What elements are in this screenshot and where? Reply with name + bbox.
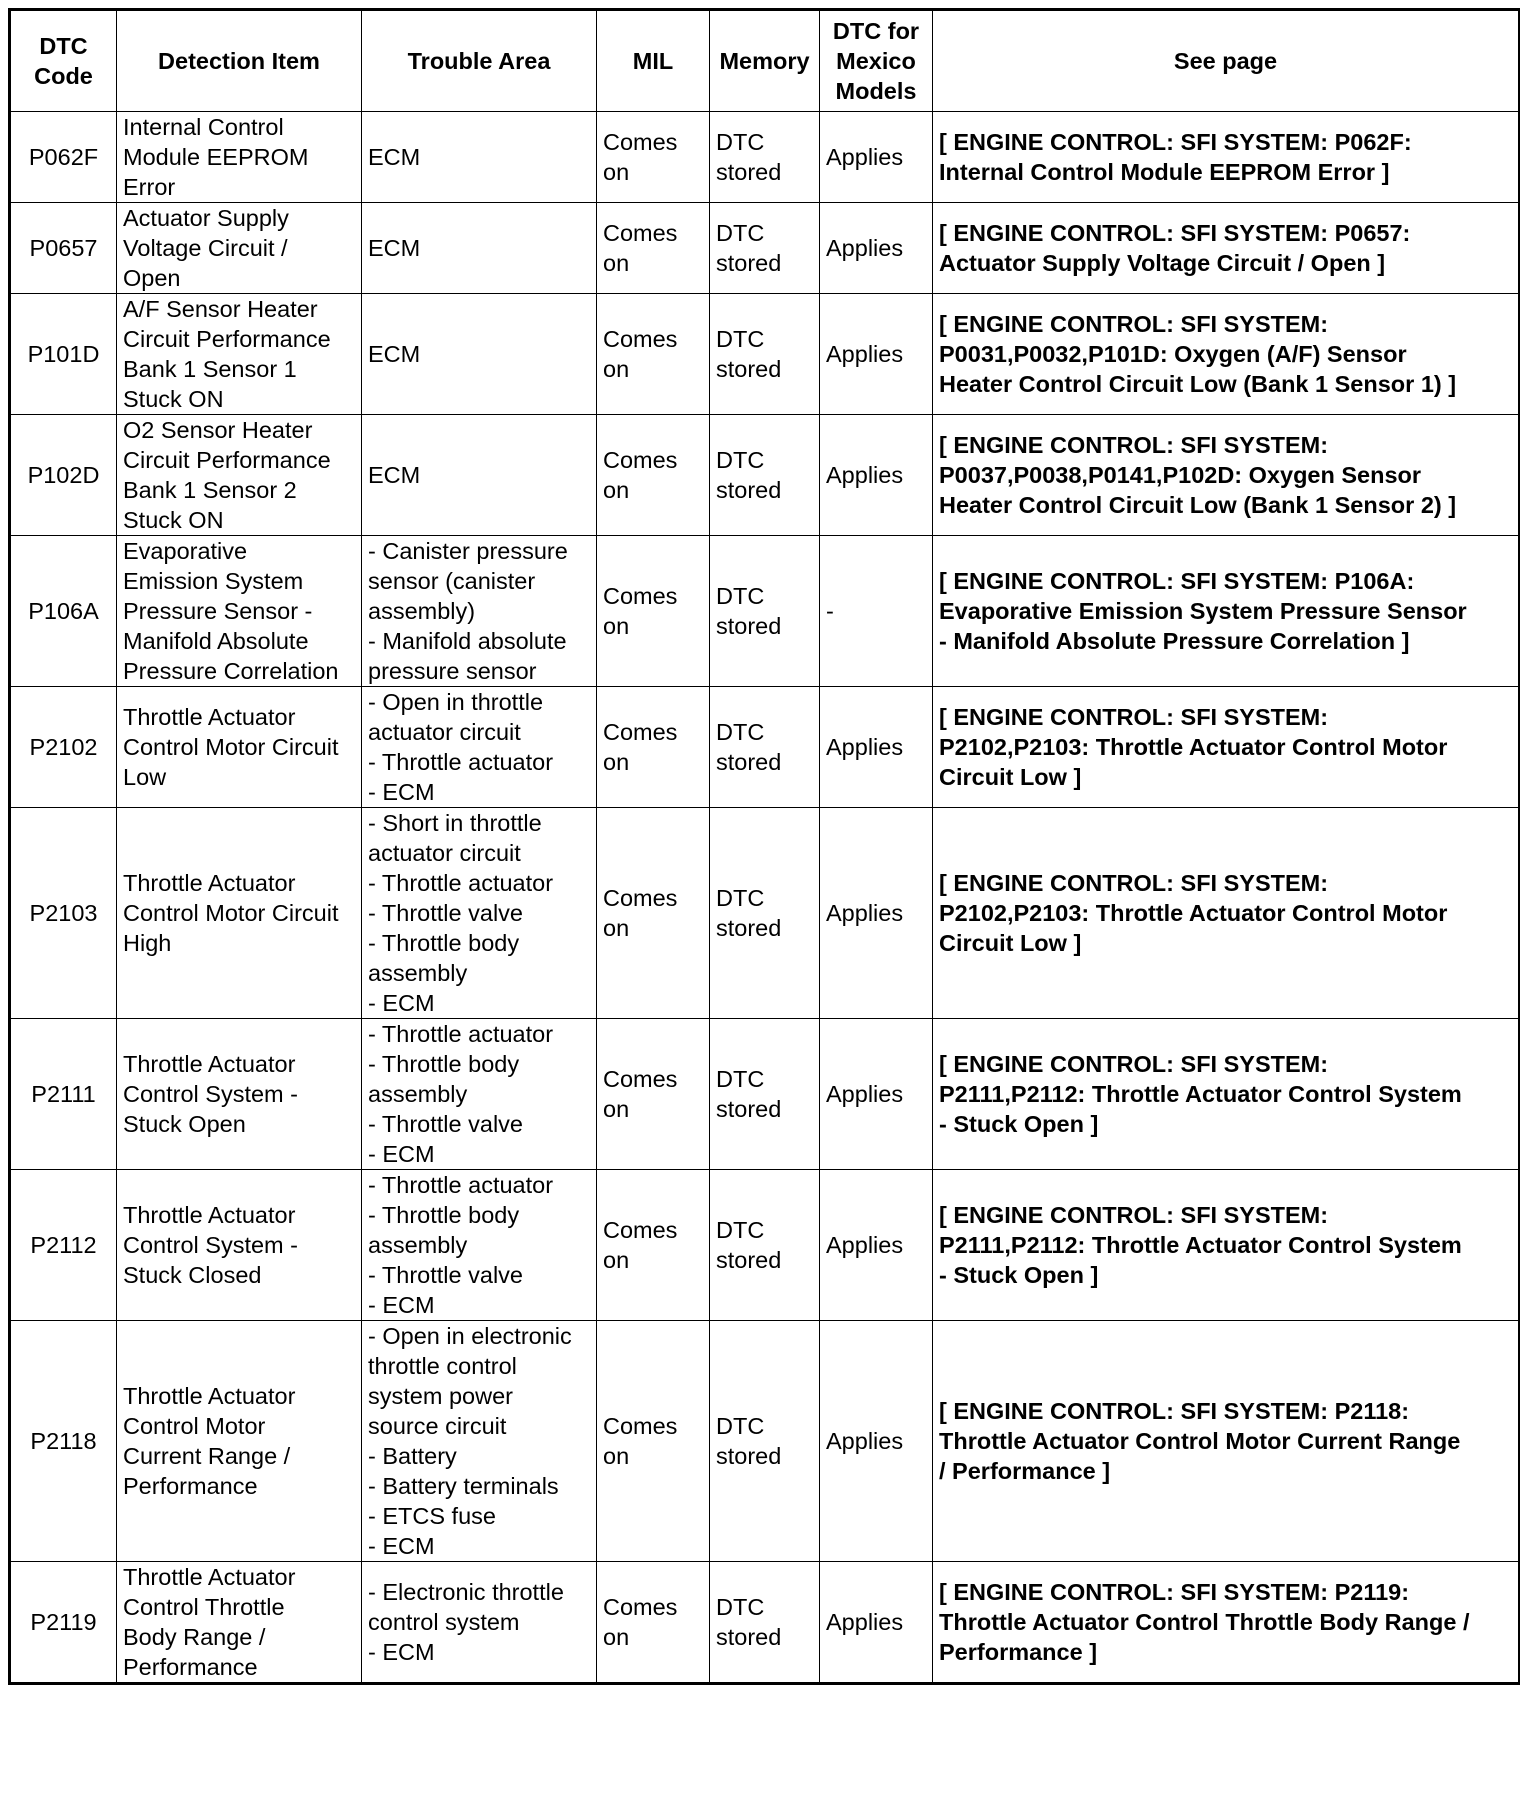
table-row <box>10 536 1520 687</box>
trouble-area-line: - ECM <box>368 990 435 1016</box>
trouble-area-line: system power <box>368 1383 513 1409</box>
detection-item-cell <box>117 112 362 203</box>
trouble-area-line: - Throttle valve <box>368 1111 523 1137</box>
header-row <box>10 10 1520 112</box>
memory-line: stored <box>716 356 782 382</box>
trouble-area-line: - Throttle actuator <box>368 1172 554 1198</box>
detection-item-line: Throttle Actuator <box>123 1564 296 1590</box>
mil-line: Comes <box>603 447 678 473</box>
header-memory: Memory <box>710 10 820 112</box>
detection-item-line: Pressure Correlation <box>123 658 339 684</box>
memory-line: DTC <box>716 1594 765 1620</box>
see-page-cell <box>933 536 1520 687</box>
table-row <box>10 1170 1520 1321</box>
memory-cell <box>710 203 820 294</box>
mil-line: on <box>603 749 630 775</box>
detection-item-cell <box>117 203 362 294</box>
trouble-area-line: - Short in throttle <box>368 810 542 836</box>
see-page-line: [ ENGINE CONTROL: SFI SYSTEM: <box>939 704 1329 730</box>
memory-line: stored <box>716 1247 782 1273</box>
dtc-document <box>8 8 1518 1685</box>
detection-item-line: Pressure Sensor - <box>123 598 313 624</box>
trouble-area-cell <box>362 687 597 808</box>
mil-cell <box>597 1562 710 1684</box>
detection-item-line: Stuck ON <box>123 386 224 412</box>
detection-item-line: Low <box>123 764 167 790</box>
trouble-area-line: - Throttle body <box>368 1202 520 1228</box>
see-page-line: [ ENGINE CONTROL: SFI SYSTEM: <box>939 311 1329 337</box>
detection-item-line: Performance <box>123 1654 258 1680</box>
mexico-models-cell: Applies <box>820 1170 933 1321</box>
see-page-cell <box>933 203 1520 294</box>
see-page-line: [ ENGINE CONTROL: SFI SYSTEM: P2119: <box>939 1579 1410 1605</box>
see-page-line: [ ENGINE CONTROL: SFI SYSTEM: P2118: <box>939 1398 1410 1424</box>
see-page-line: Performance ] <box>939 1639 1098 1665</box>
memory-line: stored <box>716 749 782 775</box>
mil-cell <box>597 1170 710 1321</box>
memory-line: stored <box>716 613 782 639</box>
mexico-models-cell: Applies <box>820 112 933 203</box>
see-page-line: P2111,P2112: Throttle Actuator Control System <box>939 1232 1462 1258</box>
trouble-area-line: assembly <box>368 1081 468 1107</box>
memory-cell <box>710 294 820 415</box>
detection-item-line: Circuit Performance <box>123 447 331 473</box>
memory-line: DTC <box>716 326 765 352</box>
trouble-area-line: - Open in electronic <box>368 1323 572 1349</box>
mexico-models-cell: Applies <box>820 808 933 1019</box>
detection-item-line: Throttle Actuator <box>123 870 296 896</box>
dtc-code-cell: P2112 <box>10 1170 117 1321</box>
trouble-area-cell <box>362 1321 597 1562</box>
see-page-line: [ ENGINE CONTROL: SFI SYSTEM: <box>939 1051 1329 1077</box>
detection-item-cell <box>117 1019 362 1170</box>
see-page-cell <box>933 687 1520 808</box>
memory-line: DTC <box>716 129 765 155</box>
memory-cell <box>710 808 820 1019</box>
memory-cell <box>710 687 820 808</box>
trouble-area-line: pressure sensor <box>368 658 537 684</box>
detection-item-line: Bank 1 Sensor 1 <box>123 356 297 382</box>
mexico-models-cell: Applies <box>820 687 933 808</box>
trouble-area-line: ECM <box>368 341 421 367</box>
trouble-area-line: - Throttle actuator <box>368 870 554 896</box>
detection-item-cell <box>117 536 362 687</box>
header-dtc-code: DTC Code <box>10 10 117 112</box>
see-page-line: P0031,P0032,P101D: Oxygen (A/F) Sensor <box>939 341 1407 367</box>
trouble-area-cell <box>362 112 597 203</box>
trouble-area-line: - ETCS fuse <box>368 1503 496 1529</box>
trouble-area-line: - Manifold absolute <box>368 628 567 654</box>
mil-line: on <box>603 477 630 503</box>
header-mil: MIL <box>597 10 710 112</box>
mil-line: on <box>603 1096 630 1122</box>
trouble-area-line: - ECM <box>368 1639 435 1665</box>
detection-item-cell <box>117 687 362 808</box>
trouble-area-line: - Throttle valve <box>368 1262 523 1288</box>
trouble-area-line: - Battery terminals <box>368 1473 559 1499</box>
detection-item-line: Emission System <box>123 568 304 594</box>
table-row <box>10 1321 1520 1562</box>
detection-item-line: Stuck ON <box>123 507 224 533</box>
trouble-area-line: assembly) <box>368 598 476 624</box>
detection-item-line: Throttle Actuator <box>123 1202 296 1228</box>
see-page-line: P0037,P0038,P0141,P102D: Oxygen Sensor <box>939 462 1422 488</box>
trouble-area-line: assembly <box>368 1232 468 1258</box>
detection-item-line: Manifold Absolute <box>123 628 309 654</box>
mil-line: Comes <box>603 719 678 745</box>
table-row <box>10 1019 1520 1170</box>
trouble-area-line: - Battery <box>368 1443 457 1469</box>
memory-line: DTC <box>716 1413 765 1439</box>
memory-cell <box>710 415 820 536</box>
mil-line: on <box>603 250 630 276</box>
see-page-line: Internal Control Module EEPROM Error ] <box>939 159 1390 185</box>
trouble-area-cell <box>362 1562 597 1684</box>
detection-item-line: Stuck Open <box>123 1111 246 1137</box>
detection-item-line: High <box>123 930 172 956</box>
see-page-cell <box>933 112 1520 203</box>
trouble-area-line: - Throttle valve <box>368 900 523 926</box>
mil-line: Comes <box>603 885 678 911</box>
detection-item-cell <box>117 294 362 415</box>
trouble-area-line: - Canister pressure <box>368 538 568 564</box>
see-page-cell <box>933 415 1520 536</box>
trouble-area-cell <box>362 1019 597 1170</box>
see-page-line: P2111,P2112: Throttle Actuator Control System <box>939 1081 1462 1107</box>
memory-line: DTC <box>716 220 765 246</box>
detection-item-line: Control System - <box>123 1081 298 1107</box>
dtc-code-cell: P106A <box>10 536 117 687</box>
mil-line: on <box>603 1443 630 1469</box>
trouble-area-line: control system <box>368 1609 520 1635</box>
see-page-line: [ ENGINE CONTROL: SFI SYSTEM: <box>939 1202 1329 1228</box>
mil-cell <box>597 415 710 536</box>
memory-line: DTC <box>716 447 765 473</box>
trouble-area-line: - ECM <box>368 1292 435 1318</box>
memory-line: stored <box>716 1096 782 1122</box>
mil-line: Comes <box>603 220 678 246</box>
detection-item-line: Open <box>123 265 181 291</box>
detection-item-line: Control Throttle <box>123 1594 285 1620</box>
mil-line: Comes <box>603 1217 678 1243</box>
see-page-line: - Stuck Open ] <box>939 1111 1099 1137</box>
detection-item-line: Evaporative <box>123 538 248 564</box>
mexico-models-cell: Applies <box>820 1562 933 1684</box>
trouble-area-line: - ECM <box>368 1141 435 1167</box>
detection-item-line: Voltage Circuit / <box>123 235 288 261</box>
detection-item-line: Body Range / <box>123 1624 266 1650</box>
trouble-area-line: - Throttle actuator <box>368 1021 554 1047</box>
detection-item-line: Throttle Actuator <box>123 704 296 730</box>
see-page-cell <box>933 1019 1520 1170</box>
memory-line: stored <box>716 1624 782 1650</box>
memory-line: DTC <box>716 1217 765 1243</box>
detection-item-line: Stuck Closed <box>123 1262 262 1288</box>
trouble-area-line: ECM <box>368 235 421 261</box>
trouble-area-cell <box>362 294 597 415</box>
memory-line: DTC <box>716 719 765 745</box>
detection-item-line: A/F Sensor Heater <box>123 296 318 322</box>
memory-line: DTC <box>716 1066 765 1092</box>
mil-line: on <box>603 1624 630 1650</box>
mil-line: Comes <box>603 129 678 155</box>
see-page-line: Evaporative Emission System Pressure Sensor <box>939 598 1467 624</box>
mil-cell <box>597 536 710 687</box>
detection-item-line: Control Motor Circuit <box>123 734 339 760</box>
trouble-area-cell <box>362 1170 597 1321</box>
detection-item-line: Internal Control <box>123 114 284 140</box>
mil-cell <box>597 1321 710 1562</box>
trouble-area-line: actuator circuit <box>368 719 521 745</box>
header-trouble-area: Trouble Area <box>362 10 597 112</box>
mil-cell <box>597 203 710 294</box>
mil-line: on <box>603 159 630 185</box>
dtc-code-cell: P101D <box>10 294 117 415</box>
trouble-area-line: actuator circuit <box>368 840 521 866</box>
trouble-area-line: ECM <box>368 462 421 488</box>
mexico-models-cell: Applies <box>820 1321 933 1562</box>
memory-cell <box>710 536 820 687</box>
detection-item-line: Throttle Actuator <box>123 1051 296 1077</box>
table-row <box>10 1562 1520 1684</box>
see-page-line: - Manifold Absolute Pressure Correlation ] <box>939 628 1410 654</box>
detection-item-cell <box>117 1562 362 1684</box>
trouble-area-line: throttle control <box>368 1353 517 1379</box>
trouble-area-line: - Throttle actuator <box>368 749 554 775</box>
detection-item-line: Circuit Performance <box>123 326 331 352</box>
see-page-line: Circuit Low ] <box>939 930 1082 956</box>
dtc-code-cell: P062F <box>10 112 117 203</box>
see-page-cell <box>933 808 1520 1019</box>
detection-item-line: Control Motor Circuit <box>123 900 339 926</box>
trouble-area-cell <box>362 808 597 1019</box>
table-row <box>10 203 1520 294</box>
detection-item-cell <box>117 1170 362 1321</box>
mil-line: Comes <box>603 326 678 352</box>
see-page-line: / Performance ] <box>939 1458 1111 1484</box>
mil-line: on <box>603 1247 630 1273</box>
header-mexico-models: DTC for Mexico Models <box>820 10 933 112</box>
mil-cell <box>597 294 710 415</box>
memory-cell <box>710 1562 820 1684</box>
memory-cell <box>710 1321 820 1562</box>
detection-item-cell <box>117 808 362 1019</box>
table-row <box>10 808 1520 1019</box>
see-page-line: [ ENGINE CONTROL: SFI SYSTEM: P0657: <box>939 220 1411 246</box>
detection-item-line: Current Range / <box>123 1443 291 1469</box>
see-page-line: Circuit Low ] <box>939 764 1082 790</box>
dtc-code-cell: P2102 <box>10 687 117 808</box>
dtc-table-body <box>10 112 1520 1684</box>
detection-item-line: Throttle Actuator <box>123 1383 296 1409</box>
see-page-line: [ ENGINE CONTROL: SFI SYSTEM: P062F: <box>939 129 1412 155</box>
memory-line: DTC <box>716 583 765 609</box>
trouble-area-line: - Throttle body <box>368 1051 520 1077</box>
see-page-line: [ ENGINE CONTROL: SFI SYSTEM: <box>939 432 1329 458</box>
mil-line: Comes <box>603 1594 678 1620</box>
header-detection-item: Detection Item <box>117 10 362 112</box>
trouble-area-cell <box>362 203 597 294</box>
see-page-line: Heater Control Circuit Low (Bank 1 Sensor 2) ] <box>939 492 1457 518</box>
trouble-area-line: - Throttle body <box>368 930 520 956</box>
see-page-line: [ ENGINE CONTROL: SFI SYSTEM: P106A: <box>939 568 1415 594</box>
see-page-line: Actuator Supply Voltage Circuit / Open ] <box>939 250 1386 276</box>
mil-line: on <box>603 915 630 941</box>
detection-item-cell <box>117 415 362 536</box>
see-page-line: - Stuck Open ] <box>939 1262 1099 1288</box>
trouble-area-line: - Open in throttle <box>368 689 544 715</box>
trouble-area-line: source circuit <box>368 1413 507 1439</box>
mexico-models-cell: Applies <box>820 415 933 536</box>
detection-item-line: Control System - <box>123 1232 298 1258</box>
mil-line: Comes <box>603 1413 678 1439</box>
mil-cell <box>597 808 710 1019</box>
memory-cell <box>710 112 820 203</box>
memory-line: DTC <box>716 885 765 911</box>
see-page-cell <box>933 1321 1520 1562</box>
mil-cell <box>597 687 710 808</box>
mil-line: on <box>603 356 630 382</box>
mil-line: Comes <box>603 583 678 609</box>
dtc-table <box>8 8 1520 1685</box>
dtc-code-cell: P2118 <box>10 1321 117 1562</box>
trouble-area-line: assembly <box>368 960 468 986</box>
mexico-models-cell: Applies <box>820 203 933 294</box>
memory-line: stored <box>716 159 782 185</box>
memory-line: stored <box>716 250 782 276</box>
dtc-code-cell: P0657 <box>10 203 117 294</box>
trouble-area-cell <box>362 536 597 687</box>
table-row <box>10 112 1520 203</box>
see-page-line: [ ENGINE CONTROL: SFI SYSTEM: <box>939 870 1329 896</box>
trouble-area-line: ECM <box>368 144 421 170</box>
see-page-line: Throttle Actuator Control Throttle Body Range / <box>939 1609 1470 1635</box>
see-page-line: Heater Control Circuit Low (Bank 1 Sensor 1) ] <box>939 371 1457 397</box>
see-page-cell <box>933 1170 1520 1321</box>
trouble-area-line: sensor (canister <box>368 568 536 594</box>
mexico-models-cell: - <box>820 536 933 687</box>
mil-line: Comes <box>603 1066 678 1092</box>
detection-item-line: Bank 1 Sensor 2 <box>123 477 297 503</box>
memory-cell <box>710 1170 820 1321</box>
see-page-line: Throttle Actuator Control Motor Current Range <box>939 1428 1461 1454</box>
table-row <box>10 415 1520 536</box>
trouble-area-line: - ECM <box>368 1533 435 1559</box>
dtc-code-cell: P2111 <box>10 1019 117 1170</box>
memory-line: stored <box>716 477 782 503</box>
see-page-cell <box>933 1562 1520 1684</box>
mexico-models-cell: Applies <box>820 1019 933 1170</box>
see-page-line: P2102,P2103: Throttle Actuator Control Motor <box>939 734 1448 760</box>
dtc-code-cell: P2119 <box>10 1562 117 1684</box>
see-page-line: P2102,P2103: Throttle Actuator Control Motor <box>939 900 1448 926</box>
trouble-area-line: - Electronic throttle <box>368 1579 564 1605</box>
mil-cell <box>597 112 710 203</box>
dtc-code-cell: P102D <box>10 415 117 536</box>
see-page-cell <box>933 294 1520 415</box>
detection-item-line: O2 Sensor Heater <box>123 417 313 443</box>
trouble-area-cell <box>362 415 597 536</box>
detection-item-line: Error <box>123 174 176 200</box>
dtc-code-cell: P2103 <box>10 808 117 1019</box>
trouble-area-line: - ECM <box>368 779 435 805</box>
mil-line: on <box>603 613 630 639</box>
table-row <box>10 294 1520 415</box>
detection-item-line: Module EEPROM <box>123 144 309 170</box>
detection-item-line: Actuator Supply <box>123 205 289 231</box>
detection-item-line: Control Motor <box>123 1413 266 1439</box>
memory-cell <box>710 1019 820 1170</box>
memory-line: stored <box>716 915 782 941</box>
memory-line: stored <box>716 1443 782 1469</box>
detection-item-cell <box>117 1321 362 1562</box>
table-row <box>10 687 1520 808</box>
mil-cell <box>597 1019 710 1170</box>
header-see-page: See page <box>933 10 1520 112</box>
mexico-models-cell: Applies <box>820 294 933 415</box>
detection-item-line: Performance <box>123 1473 258 1499</box>
